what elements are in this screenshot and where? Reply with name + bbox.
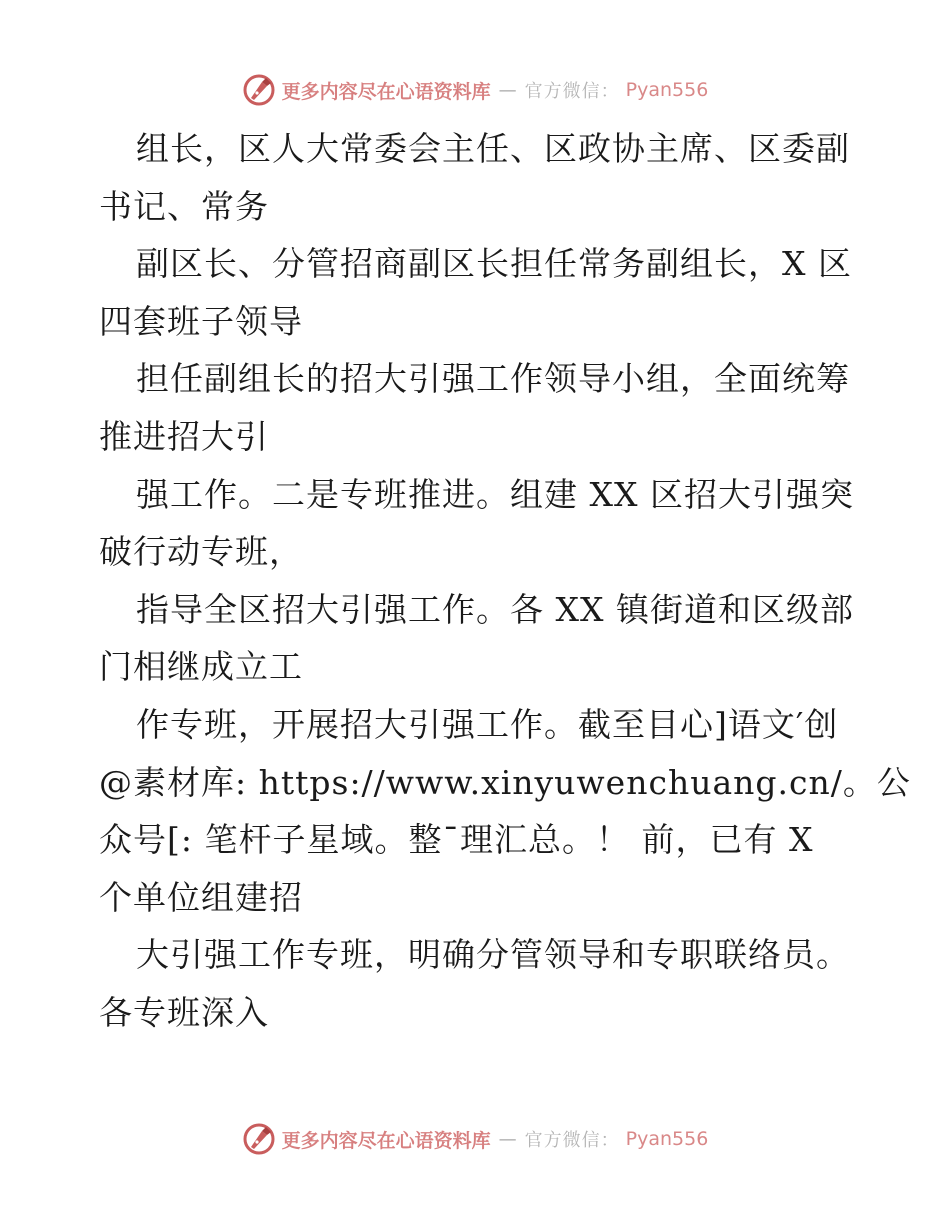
text-line: 指导全区招大引强工作。各 XX 镇街道和区级部	[136, 589, 854, 629]
text-line: 推进招大引	[99, 416, 269, 456]
text-line: 副区长、分管招商副区长担任常务副组长，X 区	[136, 244, 852, 284]
watermark-id: Pyan556	[625, 1128, 709, 1150]
watermark-separator: —	[498, 1128, 517, 1150]
text-line: 四套班子领导	[99, 301, 303, 341]
text-line: 书记、常务	[99, 186, 269, 226]
text-line: 个单位组建招	[99, 877, 303, 917]
text-line: 作专班，开展招大引强工作。截至目心]语文′创	[136, 704, 839, 744]
text-line: 门相继成立工	[99, 647, 303, 687]
header-watermark	[0, 70, 950, 110]
text-line: 众号[: 笔杆子星域。整¯理汇总。！ 前，已有 X	[99, 820, 814, 860]
text-line: 破行动专班，	[99, 532, 303, 572]
text-line: 各专班深入	[99, 992, 269, 1032]
text-line: @素材库: https://www.xinyuwenchuang.cn/。公	[99, 762, 911, 802]
pen-nib-logo-icon	[242, 73, 276, 107]
watermark-text: 更多内容尽在心语资料库	[281, 1129, 491, 1152]
footer-watermark	[0, 1119, 950, 1159]
text-line: 担任副组长的招大引强工作领导小组，全面统筹	[136, 359, 850, 399]
text-line: 大引强工作专班，明确分管领导和专职联络员。	[136, 935, 850, 975]
watermark-id: Pyan556	[625, 79, 709, 101]
watermark-label: 官方微信：	[524, 1130, 620, 1151]
document-body	[99, 120, 911, 1042]
watermark-separator: —	[498, 79, 517, 101]
text-line: 组长，区人大常委会主任、区政协主席、区委副	[136, 129, 850, 168]
watermark-label: 官方微信：	[524, 81, 620, 102]
watermark-text: 更多内容尽在心语资料库	[281, 80, 491, 103]
pen-nib-logo-icon	[242, 1122, 276, 1156]
text-line: 强工作。二是专班推进。组建 XX 区招大引强突	[136, 474, 854, 514]
